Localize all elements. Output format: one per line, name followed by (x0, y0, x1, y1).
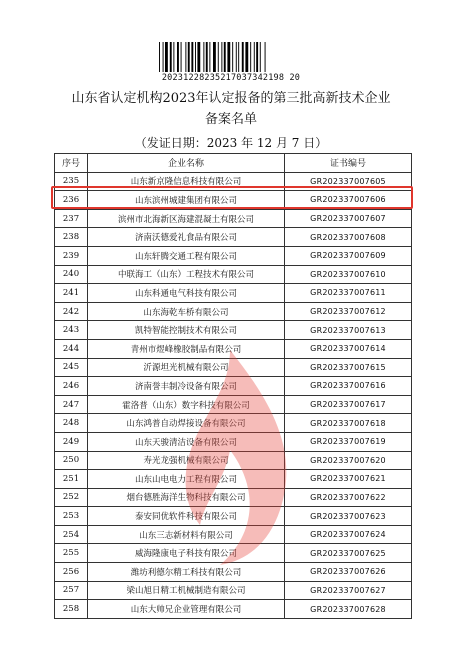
row-number: 242 (55, 302, 88, 321)
row-number: 243 (55, 321, 88, 340)
barcode-bar (260, 42, 261, 72)
barcode-bar (185, 42, 186, 72)
certificate-number: GR202337007613 (285, 321, 412, 340)
table-row (55, 544, 412, 563)
barcode-bar (203, 42, 204, 72)
document-title: 山东省认定机构2023年认定报备的第三批高新技术企业 (71, 91, 391, 106)
enterprise-table (54, 153, 412, 619)
barcode-bar (163, 42, 164, 72)
barcode-bar (191, 42, 193, 72)
table-row (55, 581, 412, 600)
barcode-bar (265, 42, 266, 72)
row-number: 258 (55, 600, 88, 619)
company-name: 山东山电电力工程有限公司 (88, 470, 285, 489)
barcode-bar (181, 42, 182, 72)
company-name: 滨州市北海新区海建混凝土有限公司 (88, 209, 285, 228)
table-row (55, 395, 412, 414)
table-row (55, 470, 412, 489)
row-number: 244 (55, 339, 88, 358)
row-number: 241 (55, 284, 88, 303)
company-name: 威海隆康电子科技有限公司 (88, 544, 285, 563)
certificate-number: GR202337007611 (285, 284, 412, 303)
table-row (55, 358, 412, 377)
certificate-number: GR202337007621 (285, 470, 412, 489)
certificate-number: GR202337007628 (285, 600, 412, 619)
certificate-number: GR202337007625 (285, 544, 412, 563)
barcode-bar (238, 42, 239, 72)
barcode-bar (177, 42, 179, 72)
certificate-number: GR202337007620 (285, 451, 412, 470)
row-number: 246 (55, 377, 88, 396)
barcode-bar (170, 42, 172, 72)
table-row (55, 488, 412, 507)
row-number: 249 (55, 432, 88, 451)
table-row (55, 563, 412, 582)
company-name: 山东新京隆信息科技有限公司 (88, 172, 285, 191)
barcode-bar (245, 42, 248, 72)
certificate-number: GR202337007618 (285, 414, 412, 433)
table-row (55, 525, 412, 544)
company-name: 沂源坦光机械有限公司 (88, 358, 285, 377)
barcode-bar (213, 42, 216, 72)
barcode-bar (218, 42, 219, 72)
barcode (159, 42, 305, 72)
table-header-row (55, 154, 412, 173)
barcode-bar (188, 42, 190, 72)
barcode-number: 20231228235217037342198 20 (161, 73, 301, 83)
company-name: 山东滨州城建集团有限公司 (88, 191, 285, 210)
row-number: 256 (55, 563, 88, 582)
barcode-bar (209, 42, 210, 72)
table-row (55, 451, 412, 470)
table-row (55, 228, 412, 247)
row-number: 238 (55, 228, 88, 247)
company-name: 山东科通电气科技有限公司 (88, 284, 285, 303)
row-number: 250 (55, 451, 88, 470)
barcode-bar (173, 42, 174, 72)
table-row (55, 339, 412, 358)
company-name: 凯特智能控制技术有限公司 (88, 321, 285, 340)
row-number: 252 (55, 488, 88, 507)
barcode-bar (242, 42, 244, 72)
certificate-number: GR202337007606 (285, 191, 412, 210)
barcode-bar (254, 42, 255, 72)
row-number: 248 (55, 414, 88, 433)
company-name: 山东轩腾交通工程有限公司 (88, 246, 285, 265)
certificate-number: GR202337007627 (285, 581, 412, 600)
certificate-number: GR202337007619 (285, 432, 412, 451)
certificate-number: GR202337007617 (285, 395, 412, 414)
row-number: 245 (55, 358, 88, 377)
header-name: 企业名称 (88, 154, 285, 173)
table-row (55, 432, 412, 451)
certificate-number: GR202337007607 (285, 209, 412, 228)
barcode-bar (250, 42, 251, 72)
table-row (55, 507, 412, 526)
barcode-bar (159, 42, 160, 72)
certificate-number: GR202337007615 (285, 358, 412, 377)
barcode-bar (232, 42, 233, 72)
company-name: 山东天骏清洁设备有限公司 (88, 432, 285, 451)
company-name: 山东三志新材料有限公司 (88, 525, 285, 544)
row-number: 239 (55, 246, 88, 265)
certificate-number: GR202337007616 (285, 377, 412, 396)
barcode-bar (256, 42, 258, 72)
table-row (55, 377, 412, 396)
company-name: 烟台德胜海洋生物科技有限公司 (88, 488, 285, 507)
barcode-bar (165, 42, 168, 72)
company-name: 泰安同优软件科技有限公司 (88, 507, 285, 526)
table-row (55, 172, 412, 191)
company-name: 济南誉丰制冷设备有限公司 (88, 377, 285, 396)
certificate-number: GR202337007626 (285, 563, 412, 582)
row-number: 240 (55, 265, 88, 284)
company-name: 青州市煜峰橡胶制品有限公司 (88, 339, 285, 358)
certificate-number: GR202337007624 (285, 525, 412, 544)
certificate-number: GR202337007623 (285, 507, 412, 526)
header-cert: 证书编号 (285, 154, 412, 173)
row-number: 254 (55, 525, 88, 544)
row-number: 251 (55, 470, 88, 489)
table-row (55, 265, 412, 284)
barcode-bar (224, 42, 226, 72)
row-number: 255 (55, 544, 88, 563)
table-row (55, 284, 412, 303)
company-name: 寿光龙强机械有限公司 (88, 451, 285, 470)
certificate-number: GR202337007609 (285, 246, 412, 265)
barcode-bar (236, 42, 237, 72)
table-row (55, 414, 412, 433)
document-subtitle: 备案名单 (204, 112, 257, 127)
table-row (55, 321, 412, 340)
row-number: 235 (55, 172, 88, 191)
certificate-number: GR202337007612 (285, 302, 412, 321)
barcode-bar (206, 42, 208, 72)
row-number: 247 (55, 395, 88, 414)
company-name: 山东海乾车桥有限公司 (88, 302, 285, 321)
barcode-bar (227, 42, 230, 72)
row-number: 237 (55, 209, 88, 228)
row-number: 236 (55, 191, 88, 210)
company-name: 山东大帅兄企业管理有限公司 (88, 600, 285, 619)
table-row (55, 209, 412, 228)
barcode-bar (221, 42, 222, 72)
company-name: 霍洛普（山东）数字科技有限公司 (88, 395, 285, 414)
table-row (55, 600, 412, 619)
row-number: 253 (55, 507, 88, 526)
company-name: 济南沃德爱礼食品有限公司 (88, 228, 285, 247)
company-name: 潍坊利德尔精工科技有限公司 (88, 563, 285, 582)
barcode-bar (195, 42, 196, 72)
barcode-bar (197, 42, 200, 72)
issue-date: （发证日期：2023 年 12 月 7 日） (134, 136, 328, 150)
certificate-number: GR202337007614 (285, 339, 412, 358)
company-name: 中联海工（山东）工程技术有限公司 (88, 265, 285, 284)
certificate-number: GR202337007622 (285, 488, 412, 507)
row-number: 257 (55, 581, 88, 600)
header-no: 序号 (55, 154, 88, 173)
table-row (55, 191, 412, 210)
company-name: 梁山旭日精工机械制造有限公司 (88, 581, 285, 600)
table-row (55, 302, 412, 321)
certificate-number: GR202337007605 (285, 172, 412, 191)
certificate-number: GR202337007608 (285, 228, 412, 247)
company-name: 山东鸿普自动焊接设备有限公司 (88, 414, 285, 433)
certificate-number: GR202337007610 (285, 265, 412, 284)
table-row (55, 246, 412, 265)
